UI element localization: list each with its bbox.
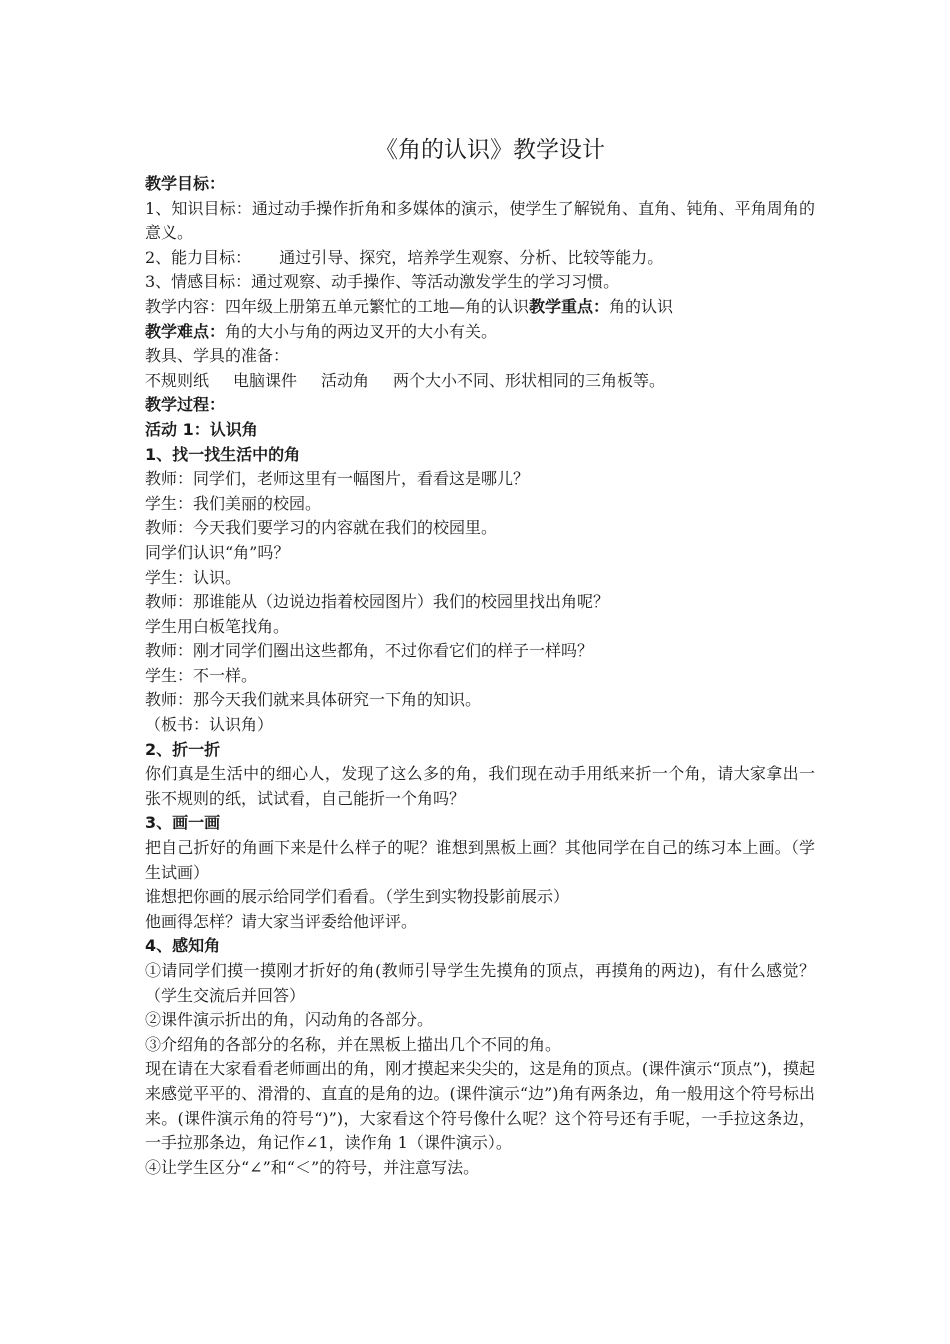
key-point-label: 教学重点： xyxy=(529,296,610,316)
tools-list xyxy=(145,369,815,394)
section-2-paragraph: 你们真是生活中的细心人，发现了这么多的角，我们现在动手用纸来折一个角，请大家拿出一张不规则的纸，试试看，自己能折一个角吗？ xyxy=(145,764,815,808)
section-4-item-3: ③介绍角的各部分的名称，并在黑板上描出几个不同的角。 xyxy=(145,1034,562,1054)
dialogue-line: 学生：不一样。 xyxy=(145,665,258,685)
content-and-key-line xyxy=(145,295,815,320)
section-3-paragraph: 把自己折好的角画下来是什么样子的呢？谁想到黑板上画？其他同学在自己的练习本上画。（学生试画） xyxy=(145,838,815,882)
dialogue-line: 教师：今天我们要学习的内容就在我们的校园里。 xyxy=(145,518,498,538)
dialogue-line: （板书：认识角） xyxy=(145,715,274,735)
dialogue-line: 学生用白板笔找角。 xyxy=(145,616,290,636)
dialogue-line: 同学们认识“角”吗？ xyxy=(145,542,290,562)
difficulty-text: 角的大小与角的两边叉开的大小有关。 xyxy=(225,321,498,341)
difficulty-label: 教学难点： xyxy=(145,321,226,341)
document-page xyxy=(145,130,815,1180)
dialogue-line: 教师：刚才同学们圈出这些都角，不过你看它们的样子一样吗？ xyxy=(145,641,594,661)
section-4-item-2: ②课件演示折出的角，闪动角的各部分。 xyxy=(145,1010,434,1030)
dialogue-line: 学生：认识。 xyxy=(145,567,242,587)
section-3-line: 谁想把你画的展示给同学们看看。（学生到实物投影前展示） xyxy=(145,887,570,907)
dialogue-line: 教师：同学们，老师这里有一幅图片，看看这是哪儿？ xyxy=(145,469,530,489)
goal-ability-label: 2、能力目标： xyxy=(145,247,252,267)
section-1-heading: 1、找一找生活中的角 xyxy=(145,444,301,464)
goal-emotion: 3、情感目标：通过观察、动手操作、等活动激发学生的学习习惯。 xyxy=(145,272,620,292)
dialogue-line: 学生：我们美丽的校园。 xyxy=(145,493,322,513)
goals-heading: 教学目标： xyxy=(145,174,226,193)
difficulty-line xyxy=(145,320,815,345)
tool-item: 电脑课件 xyxy=(233,370,298,390)
process-heading: 教学过程： xyxy=(145,395,226,415)
tool-item: 两个大小不同、形状相同的三角板等。 xyxy=(393,370,666,390)
goal-ability xyxy=(145,246,815,271)
tools-heading: 教具、学具的准备： xyxy=(145,346,290,366)
goal-knowledge: 1、知识目标：通过动手操作折角和多媒体的演示，使学生了解锐角、直角、钝角、平角周角的意义。 xyxy=(145,198,815,243)
dialogue-line: 教师：那谁能从（边说边指着校园图片）我们的校园里找出角呢？ xyxy=(145,592,610,612)
section-3-heading: 3、画一画 xyxy=(145,813,221,833)
section-2-heading: 2、折一折 xyxy=(145,739,221,759)
tool-item: 活动角 xyxy=(321,370,370,390)
key-point-text: 角的认识 xyxy=(609,296,674,316)
tool-item: 不规则纸 xyxy=(145,370,210,390)
activity-1-heading: 活动 1：认识角 xyxy=(145,419,258,439)
section-4-heading: 4、感知角 xyxy=(145,936,221,956)
section-4-item-4: ④让学生区分“∠”和“＜”的符号，并注意写法。 xyxy=(145,1157,480,1177)
section-4-paragraph: 现在请在大家看看老师画出的角，刚才摸起来尖尖的，这是角的顶点。(课件演示“顶点”)，摸起来感觉平平的、滑滑的、直直的是角的边。(课件演示“边”)角有两条边，角一般用这个符号标出来。(课件演示角的符号“)”)，大家看这个符号像什么呢？这个符号还有手呢，一手拉这条边，一手拉那条边，角记作∠1，读作角 1（课件演示）。 xyxy=(145,1059,815,1153)
goal-ability-text: 通过引导、探究，培养学生观察、分析、比较等能力。 xyxy=(279,247,664,267)
dialogue-line: 教师：那今天我们就来具体研究一下角的知识。 xyxy=(145,690,482,710)
section-3-line: 他画得怎样？请大家当评委给他评评。 xyxy=(145,911,418,931)
teaching-content: 教学内容：四年级上册第五单元繁忙的工地—角的认识 xyxy=(145,296,530,316)
section-4-item-1: ①请同学们摸一摸刚才折好的角(教师引导学生先摸角的顶点，再摸角的两边)，有什么感觉？（学生交流后并回答） xyxy=(145,961,815,1005)
document-title: 《角的认识》教学设计 xyxy=(375,137,605,163)
